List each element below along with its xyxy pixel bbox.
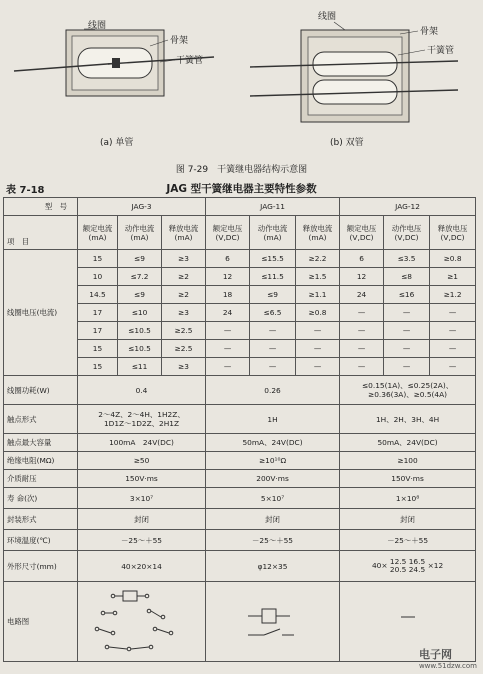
col-header: 动作电压(V,DC) (384, 216, 430, 250)
row-label: 触点形式 (4, 405, 78, 434)
circuit-row (4, 582, 476, 662)
cell: ≥0.8 (430, 250, 476, 268)
relay-structure-figure (0, 0, 483, 180)
cell: — (296, 340, 340, 358)
row-label: 寿 命(次) (4, 488, 78, 509)
cell: ≥3 (162, 250, 206, 268)
cell: 150V·ms (78, 470, 206, 488)
cell: — (384, 304, 430, 322)
cell: — (340, 322, 384, 340)
cell: ≥1 (430, 268, 476, 286)
cell: 100mA 24V(DC) (78, 434, 206, 452)
cell: 5×10⁷ (206, 488, 340, 509)
watermark-text: 电子网 (418, 648, 452, 661)
label-coil-a: 线圈 (88, 21, 107, 31)
cell: ≥50 (78, 452, 206, 470)
cell: 17 (78, 322, 118, 340)
cell: 200V·ms (206, 470, 340, 488)
cell (78, 405, 206, 434)
cell: ≥1.5 (296, 268, 340, 286)
cell: 封闭 (340, 509, 476, 530)
coil-row (4, 250, 476, 268)
label-bobbin-a: 骨架 (170, 36, 189, 46)
cell: — (340, 304, 384, 322)
circuit-diagram-jag3 (79, 585, 205, 657)
seal-row (4, 509, 476, 530)
cell: — (340, 340, 384, 358)
double-tube-diagram (250, 22, 458, 122)
figure-caption: 图 7-29 干簧继电器结构示意图 (175, 165, 308, 175)
cell: ≥10¹⁰Ω (206, 452, 340, 470)
cell-line: ≥0.36(3A)、≥0.5(4A) (368, 390, 448, 399)
cell: 24 (340, 286, 384, 304)
cell: ≥3 (162, 304, 206, 322)
label-reed-a: 干簧管 (176, 56, 204, 66)
col-header: 额定电流(mA) (78, 216, 118, 250)
cell: －25～＋55 (340, 530, 476, 551)
cell: 1×10⁸ (340, 488, 476, 509)
col-header: 额定电压(V,DC) (206, 216, 250, 250)
cell: 10 (78, 268, 118, 286)
cell: — (206, 358, 250, 376)
cell: ≤11 (118, 358, 162, 376)
cell: 12 (206, 268, 250, 286)
size-num-1: 12.5 (389, 557, 407, 566)
cell (340, 376, 476, 405)
cell: 15 (78, 358, 118, 376)
cell: — (340, 358, 384, 376)
site-watermark (419, 646, 477, 670)
cell: 1H、2H、3H、4H (340, 405, 476, 434)
cell: ≤10 (118, 304, 162, 322)
table-title: JAG 型干簧继电器主要特性参数 (166, 183, 317, 195)
circuit-jag11 (206, 582, 340, 662)
cell: — (430, 322, 476, 340)
cell: ≥2 (162, 286, 206, 304)
temp-row (4, 530, 476, 551)
cell: ≤9 (118, 286, 162, 304)
header-row-models (4, 198, 476, 216)
cell: — (384, 358, 430, 376)
cell: ≥2.2 (296, 250, 340, 268)
cell: ≥3 (162, 358, 206, 376)
cell: ≥2.5 (162, 340, 206, 358)
dielectric-row (4, 470, 476, 488)
size-suffix: ×12 (427, 561, 444, 570)
cell: 40×20×14 (78, 551, 206, 582)
contact-row (4, 405, 476, 434)
coil-label: 线圈电压(电流) (4, 250, 78, 376)
relay-parameters-table (3, 197, 476, 662)
cell: ≤15.5 (250, 250, 296, 268)
row-label: 封装形式 (4, 509, 78, 530)
cell-line: 2～4Z、2～4H、1H2Z、 (98, 410, 185, 419)
cell: ≥1.1 (296, 286, 340, 304)
col-header: 动作电流(mA) (250, 216, 296, 250)
cell: ≤9 (250, 286, 296, 304)
cell: ≥0.8 (296, 304, 340, 322)
cell: — (384, 340, 430, 358)
size-den-2: 24.5 (408, 565, 426, 574)
cell: — (296, 322, 340, 340)
cell: －25～＋55 (206, 530, 340, 551)
cell: 封闭 (206, 509, 340, 530)
cell: 封闭 (78, 509, 206, 530)
table-number: 表 7-18 (6, 185, 45, 196)
cell-line: ≤0.15(1A)、≤0.25(2A)、 (361, 381, 454, 390)
power-row (4, 376, 476, 405)
cell: 14.5 (78, 286, 118, 304)
row-label: 外形尺寸(mm) (4, 551, 78, 582)
col-header: 释放电流(mA) (162, 216, 206, 250)
cell: 1H (206, 405, 340, 434)
cell: 12 (340, 268, 384, 286)
header-item: 项 目 (4, 216, 78, 250)
row-label: 环境温度(℃) (4, 530, 78, 551)
cell: ≥100 (340, 452, 476, 470)
cell: ≤7.2 (118, 268, 162, 286)
cell: — (430, 358, 476, 376)
col-header: 释放电压(V,DC) (430, 216, 476, 250)
cell: ≤10.5 (118, 340, 162, 358)
cell: — (296, 358, 340, 376)
caption-a: (a) 单管 (100, 138, 134, 148)
cell: 50mA、24V(DC) (340, 434, 476, 452)
header-model-cell (4, 198, 78, 216)
cell: 50mA、24V(DC) (206, 434, 340, 452)
insulation-row (4, 452, 476, 470)
row-label: 电路图 (4, 582, 78, 662)
model-jag11: JAG-11 (206, 198, 340, 216)
cell: ≤8 (384, 268, 430, 286)
cell: ≤6.5 (250, 304, 296, 322)
cell: — (430, 340, 476, 358)
cell: 24 (206, 304, 250, 322)
circuit-jag3 (78, 582, 206, 662)
cell: φ12×35 (206, 551, 340, 582)
cell: ≤10.5 (118, 322, 162, 340)
size-fraction-1 (390, 558, 406, 574)
header-row-columns (4, 216, 476, 250)
relay-diagrams (0, 0, 483, 180)
cell: －25～＋55 (78, 530, 206, 551)
cell: 15 (78, 250, 118, 268)
cell: — (250, 358, 296, 376)
cell: 6 (340, 250, 384, 268)
cell: 18 (206, 286, 250, 304)
cell (340, 551, 476, 582)
cell: — (384, 322, 430, 340)
model-jag12: JAG-12 (340, 198, 476, 216)
size-prefix: 40× (371, 561, 388, 570)
row-label: 介质耐压 (4, 470, 78, 488)
row-label: 绝缘电阻(MΩ) (4, 452, 78, 470)
life-row (4, 488, 476, 509)
cell: 3×10⁷ (78, 488, 206, 509)
col-header: 释放电流(mA) (296, 216, 340, 250)
cell: 17 (78, 304, 118, 322)
header-model: 型 号 (44, 202, 67, 211)
capacity-row (4, 434, 476, 452)
cell: — (206, 340, 250, 358)
model-jag3: JAG-3 (78, 198, 206, 216)
cell: 0.4 (78, 376, 206, 405)
col-header: 动作电流(mA) (118, 216, 162, 250)
cell: — (206, 322, 250, 340)
label-reed-b: 干簧管 (427, 46, 455, 56)
cell: ≤9 (118, 250, 162, 268)
cell: — (430, 304, 476, 322)
watermark-url: www.51dzw.com (418, 662, 477, 670)
size-fraction-2 (409, 558, 425, 574)
cell: 6 (206, 250, 250, 268)
cell: ≥2.5 (162, 322, 206, 340)
cell: ≤11.5 (250, 268, 296, 286)
row-label: 线圈功耗(W) (4, 376, 78, 405)
size-num-2: 16.5 (408, 557, 426, 566)
caption-b: (b) 双管 (330, 138, 364, 148)
cell: ≤16 (384, 286, 430, 304)
size-row (4, 551, 476, 582)
circuit-diagram-jag11 (208, 585, 338, 657)
cell: ≥1.2 (430, 286, 476, 304)
row-label: 触点最大容量 (4, 434, 78, 452)
label-bobbin-b: 骨架 (420, 27, 439, 37)
cell: 0.26 (206, 376, 340, 405)
cell-line: 1D1Z～1D2Z、2H1Z (103, 419, 180, 428)
label-coil-b: 线圈 (318, 12, 337, 22)
size-den-1: 20.5 (389, 565, 407, 574)
col-header: 额定电压(V,DC) (340, 216, 384, 250)
cell: — (250, 322, 296, 340)
cell: ≥2 (162, 268, 206, 286)
cell: 150V·ms (340, 470, 476, 488)
cell: 15 (78, 340, 118, 358)
cell: ≤3.5 (384, 250, 430, 268)
cell: — (250, 340, 296, 358)
